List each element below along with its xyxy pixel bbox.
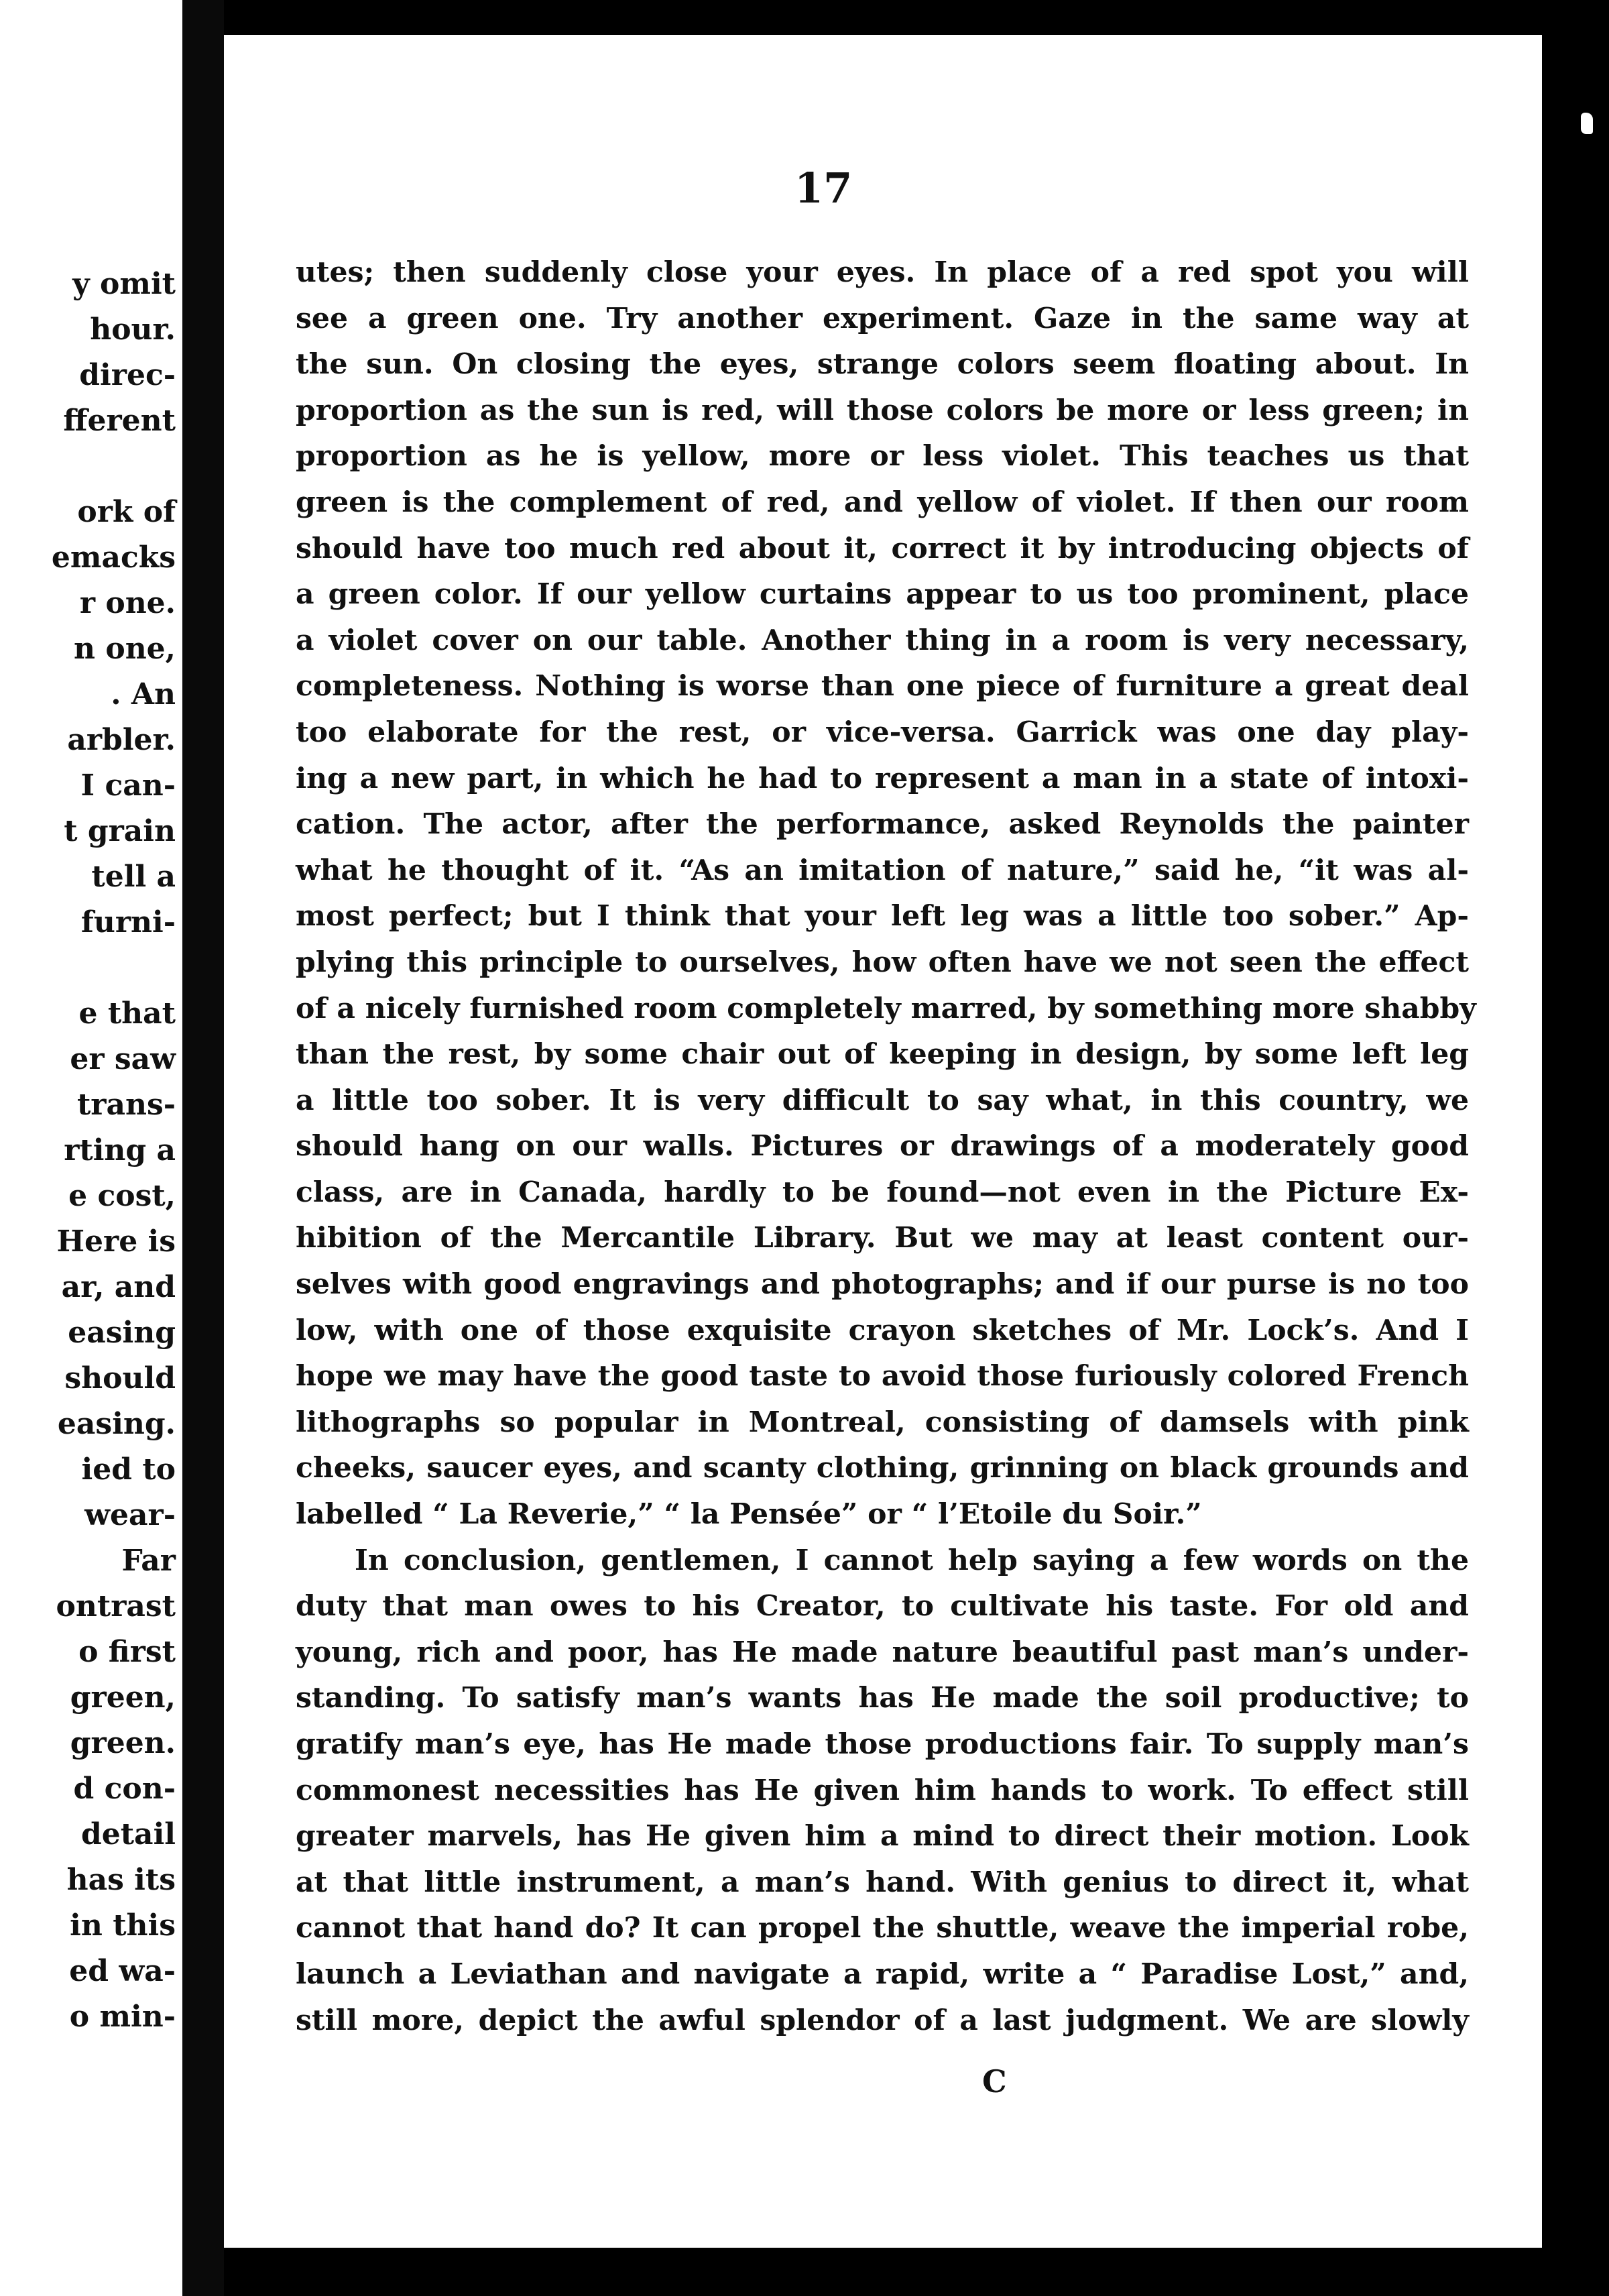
text-line: proportion as he is yellow, more or less violet. This teaches us that bbox=[296, 439, 1469, 473]
left-line: r one. bbox=[79, 586, 176, 620]
text-line: launch a Leviathan and navigate a rapid, write a “ Paradise Lost,” and, bbox=[296, 1957, 1469, 1991]
left-line: e cost, bbox=[68, 1179, 176, 1213]
left-line: emacks bbox=[51, 540, 176, 575]
left-line: trans- bbox=[76, 1088, 176, 1122]
left-line: Far bbox=[121, 1544, 176, 1578]
left-line: fferent bbox=[63, 404, 176, 438]
text-line: ing a new part, in which he had to represent a man in a state of intoxi- bbox=[296, 761, 1469, 795]
text-line: plying this principle to ourselves, how often have we not seen the effect bbox=[296, 945, 1469, 979]
left-line: green. bbox=[70, 1726, 176, 1760]
text-line: duty that man owes to his Creator, to cultivate his taste. For old and bbox=[296, 1589, 1469, 1623]
text-line: proportion as the sun is red, will those colors be more or less green; in bbox=[296, 393, 1469, 427]
text-line: selves with good engravings and photographs; and if our purse is no too bbox=[296, 1267, 1469, 1302]
left-line: e that bbox=[78, 996, 176, 1031]
left-line: should bbox=[64, 1361, 176, 1395]
text-line: cation. The actor, after the performance, asked Reynolds the painter bbox=[296, 807, 1469, 842]
left-line: o min- bbox=[69, 2000, 176, 2034]
left-line: green, bbox=[70, 1680, 176, 1715]
paragraph-end-line: labelled “ La Reverie,” “ la Pensée” or “ l’Etoile du Soir.” bbox=[296, 1497, 1202, 1532]
text-line: see a green one. Try another experiment. Gaze in the same way at bbox=[296, 301, 1469, 335]
left-line bbox=[0, 945, 176, 991]
text-line: gratify man’s eye, has He made those productions fair. To supply man’s bbox=[296, 1727, 1469, 1761]
left-line: t grain bbox=[64, 814, 176, 848]
text-line: hope we may have the good taste to avoid those furiously colored French bbox=[296, 1359, 1469, 1393]
left-line: ar, and bbox=[61, 1270, 176, 1304]
left-line: . An bbox=[111, 677, 176, 711]
left-line: d con- bbox=[73, 1772, 176, 1806]
text-line: lithographs so popular in Montreal, consisting of damsels with pink bbox=[296, 1405, 1469, 1439]
left-line: wear- bbox=[84, 1498, 176, 1532]
text-line: cannot that hand do? It can propel the shuttle, weave the imperial robe, bbox=[296, 1911, 1469, 1945]
left-line: n one, bbox=[74, 632, 176, 666]
text-line: what he thought of it. “As an imitation of nature,” said he, “it was al- bbox=[296, 853, 1469, 887]
text-line: low, with one of those exquisite crayon sketches of Mr. Lock’s. And I bbox=[296, 1313, 1469, 1347]
left-line: in this bbox=[70, 1908, 176, 1943]
right-page bbox=[224, 35, 1542, 2248]
text-line: should have too much red about it, correct it by introducing objects of bbox=[296, 531, 1469, 565]
left-line: o first bbox=[78, 1635, 176, 1669]
text-line: at that little instrument, a man’s hand. With genius to direct it, what bbox=[296, 1865, 1469, 1899]
left-line: ied to bbox=[81, 1452, 176, 1487]
scan-speck bbox=[1581, 113, 1593, 134]
left-line: y omit bbox=[72, 267, 176, 301]
body-text bbox=[296, 249, 1476, 2043]
text-line: a little too sober. It is very difficult to say what, in this country, we bbox=[296, 1083, 1469, 1117]
left-line: ork of bbox=[77, 495, 176, 529]
text-line: the sun. On closing the eyes, strange colors seem floating about. In bbox=[296, 347, 1469, 382]
left-line: detail bbox=[80, 1817, 176, 1851]
left-line: easing. bbox=[57, 1407, 176, 1441]
left-line: Here is bbox=[56, 1224, 176, 1259]
text-line: a violet cover on our table. Another thing in a room is very necessary, bbox=[296, 623, 1469, 657]
text-line: completeness. Nothing is worse than one piece of furniture a great deal bbox=[296, 669, 1469, 703]
text-line: of a nicely furnished room completely marred, by something more shabby bbox=[296, 991, 1476, 1025]
left-line: ed wa- bbox=[69, 1954, 176, 1988]
left-line: ontrast bbox=[56, 1589, 176, 1623]
text-line: too elaborate for the rest, or vice-versa. Garrick was one day play- bbox=[296, 715, 1469, 749]
left-line: rting a bbox=[64, 1133, 176, 1167]
text-line: green is the complement of red, and yellow of violet. If then our room bbox=[296, 485, 1469, 519]
paragraph-start-line: In conclusion, gentlemen, I cannot help saying a few words on the bbox=[355, 1543, 1469, 1577]
left-line: direc- bbox=[79, 358, 176, 392]
text-line: still more, depict the awful splendor of a last judgment. We are slowly bbox=[296, 2003, 1469, 2037]
left-line: has its bbox=[66, 1863, 176, 1897]
left-line: hour. bbox=[90, 312, 176, 347]
left-line: furni- bbox=[80, 905, 176, 939]
left-line bbox=[0, 444, 176, 490]
text-line: should hang on our walls. Pictures or drawings of a moderately good bbox=[296, 1129, 1469, 1163]
text-line: standing. To satisfy man’s wants has He made the soil productive; to bbox=[296, 1681, 1469, 1715]
left-line: er saw bbox=[70, 1042, 176, 1076]
left-page-text bbox=[0, 262, 176, 2040]
text-line: class, are in Canada, hardly to be found—not even in the Picture Ex- bbox=[296, 1175, 1469, 1209]
left-page-fragment bbox=[0, 0, 182, 2296]
text-line: cheeks, saucer eyes, and scanty clothing, grinning on black grounds and bbox=[296, 1451, 1469, 1485]
left-line: easing bbox=[68, 1316, 176, 1350]
page-number: 17 bbox=[794, 164, 853, 213]
text-line: commonest necessities has He given him hands to work. To effect still bbox=[296, 1773, 1469, 1807]
text-line: than the rest, by some chair out of keeping in design, by some left leg bbox=[296, 1037, 1469, 1072]
signature-mark: C bbox=[982, 2063, 1007, 2100]
left-line: arbler. bbox=[67, 723, 176, 757]
text-line: young, rich and poor, has He made nature beautiful past man’s under- bbox=[296, 1635, 1469, 1669]
text-line: a green color. If our yellow curtains appear to us too prominent, place bbox=[296, 577, 1469, 612]
left-line: I can- bbox=[80, 768, 176, 803]
book-gutter bbox=[182, 0, 224, 2296]
text-line: greater marvels, has He given him a mind to direct their motion. Look bbox=[296, 1819, 1469, 1853]
text-line: most perfect; but I think that your left leg was a little too sober.” Ap- bbox=[296, 899, 1469, 933]
left-line: tell a bbox=[91, 860, 176, 894]
text-line: hibition of the Mercantile Library. But we may at least content our- bbox=[296, 1221, 1469, 1255]
text-line: utes; then suddenly close your eyes. In place of a red spot you will bbox=[296, 255, 1469, 289]
